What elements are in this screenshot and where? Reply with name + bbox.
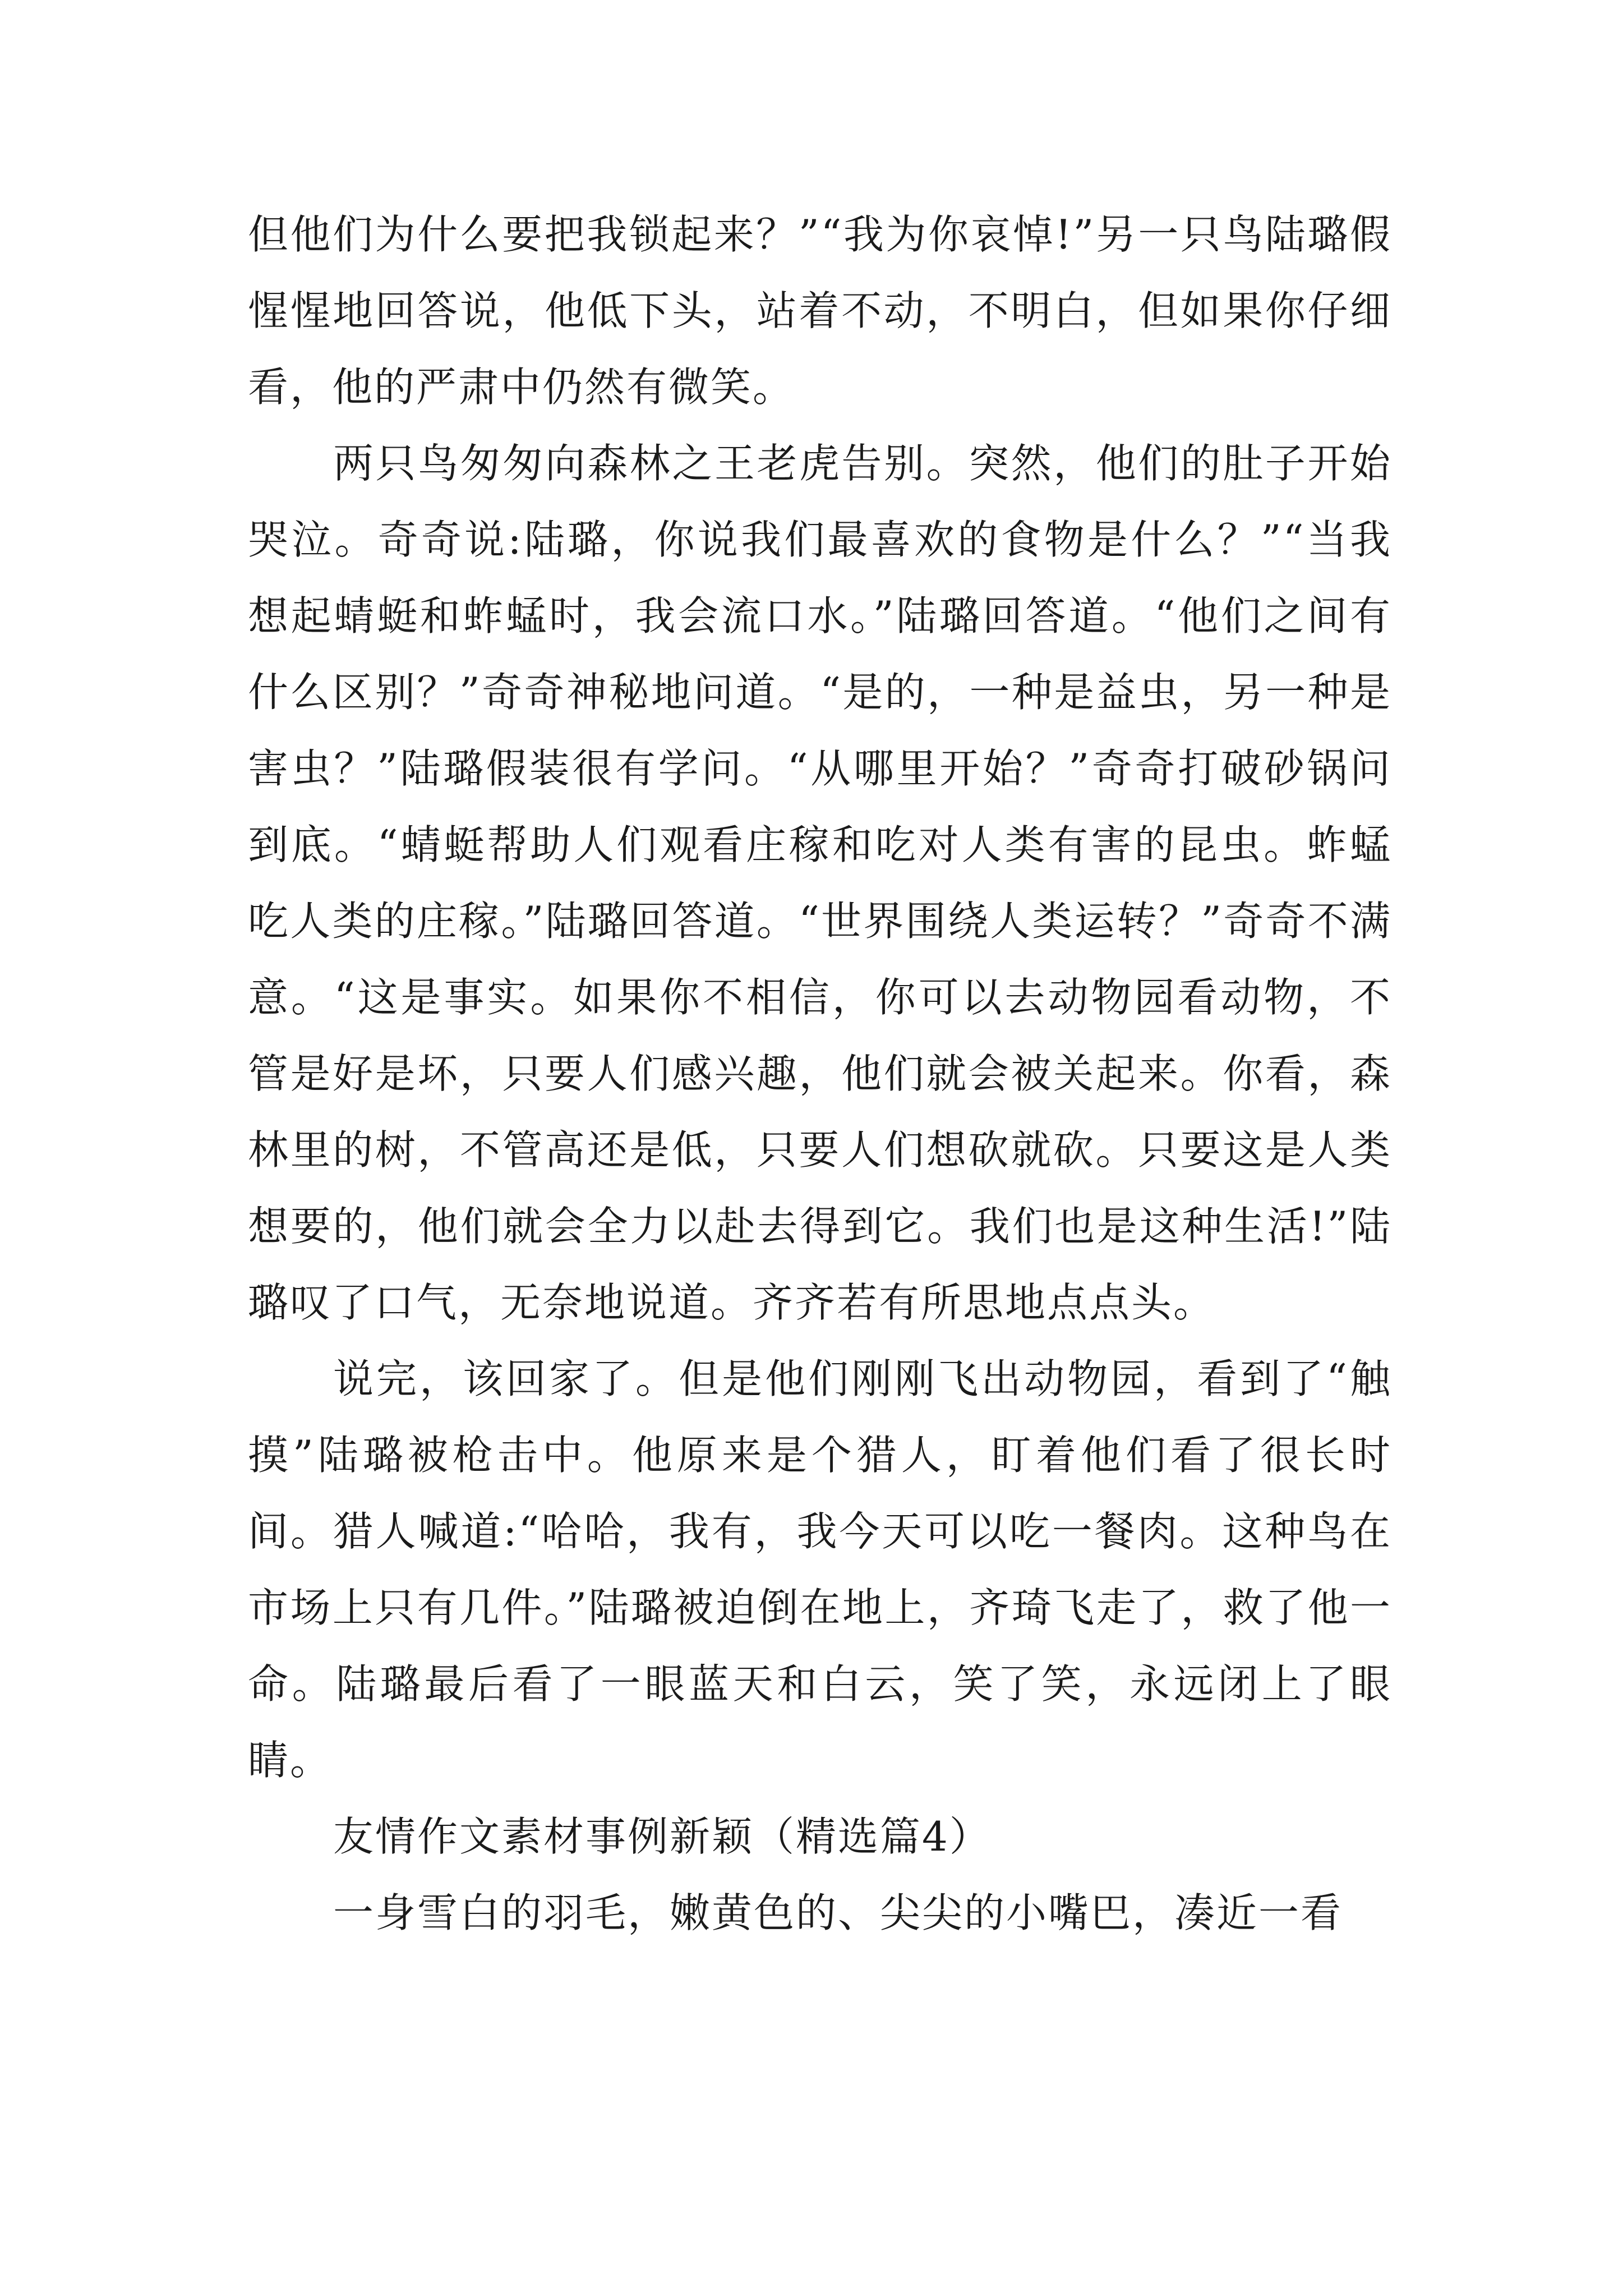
paragraph-2: 两只鸟匆匆向森林之王老虎告别。突然，他们的肚子开始哭泣。奇奇说:陆璐，你说我们最喜欢的食物是什么？”“当我想起蜻蜓和蚱蜢时，我会流口水。”陆璐回答道。“他们之间有什么区别？”奇奇神秘地问道。“是的，一种是益虫，另一种是害虫？”陆璐假装很有学问。“从哪里开始？”奇奇打破砂锅问到底。“蜻蜓帮助人们观看庄稼和吃对人类有害的昆虫。蚱蜢吃人类的庄稼。”陆璐回答道。“世界围绕人类运转？”奇奇不满意。“这是事实。如果你不相信，你可以去动物园看动物，不管是好是坏，只要人们感兴趣，他们就会被关起来。你看，森林里的树，不管高还是低，只要人们想砍就砍。只要这是人类想要的，他们就会全力以赴去得到它。我们也是这种生活!”陆璐叹了口气，无奈地说道。齐齐若有所思地点点头。 xyxy=(248,440,1392,1326)
paragraph-4: 一身雪白的羽毛，嫩黄色的、尖尖的小嘴巴，凑近一看 xyxy=(333,1889,1343,1936)
paragraph-1: 但他们为什么要把我锁起来？”“我为你哀悼!”另一只鸟陆璐假惺惺地回答说，他低下头，站着不动，不明白，但如果你仔细看，他的严肃中仍然有微笑。 xyxy=(248,211,1392,411)
section-heading: 友情作文素材事例新颖（精选篇4） xyxy=(333,1813,992,1860)
document-body xyxy=(248,196,1392,1951)
paragraph-3: 说完，该回家了。但是他们刚刚飞出动物园，看到了“触摸”陆璐被枪击中。他原来是个猎人，盯着他们看了很长时间。猎人喊道:“哈哈，我有，我今天可以吃一餐肉。这种鸟在市场上只有几件。”陆璐被迫倒在地上，齐琦飞走了，救了他一命。陆璐最后看了一眼蓝天和白云，笑了笑，永远闭上了眼睛。 xyxy=(248,1355,1392,1784)
